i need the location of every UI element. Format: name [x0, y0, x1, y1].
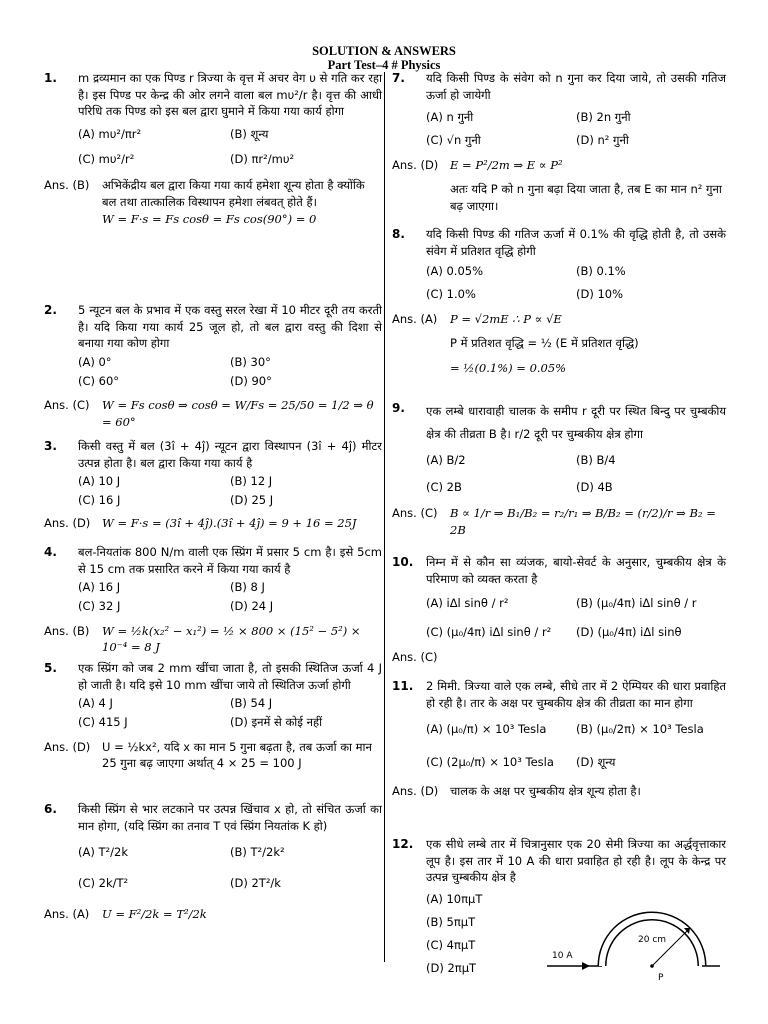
- option-b: (B) 12 J: [230, 474, 273, 489]
- option-a: (A) iΔl sinθ / r²: [426, 596, 509, 611]
- option-c: (C) √n गुनी: [426, 133, 481, 148]
- question-text: किसी स्प्रिंग से भार लटकाने पर उत्पन्न खिंचाव x हो, तो संचित ऊर्जा का मान होगा, (यदि स्प्रिंग का तनाव T एवं स्प्रिंग नियतांक K हो): [78, 802, 382, 833]
- radius-label: 20 cm: [638, 935, 667, 945]
- option-b: (B) 5πμT: [426, 915, 476, 930]
- left-column: [44, 70, 382, 928]
- option-c: (C) 16 J: [78, 493, 121, 508]
- answer-label: Ans. (C): [392, 649, 438, 664]
- question-11: [392, 678, 726, 830]
- question-2: [44, 302, 382, 432]
- answer: [44, 397, 382, 430]
- option-d: (D) 4B: [576, 479, 613, 494]
- page-title: SOLUTION & ANSWERS: [312, 44, 456, 58]
- question-8: [392, 226, 726, 394]
- option-c: (C) 60°: [78, 373, 120, 388]
- option-b: (B) T²/2k²: [230, 845, 285, 860]
- question-5: [44, 660, 382, 795]
- question-6: [44, 801, 382, 922]
- answer-text: चालक के अक्ष पर चुम्बकीय क्षेत्र शून्य होता है।: [450, 783, 641, 798]
- options: [426, 721, 726, 770]
- options: [426, 263, 726, 302]
- question-number: 8.: [392, 227, 405, 241]
- option-a: (A) 0.05%: [426, 264, 484, 279]
- answer-text: अतः यदि P को n गुना बढ़ा दिया जाता है, तब E का मान n² गुना बढ़ जाएगा।: [450, 182, 722, 214]
- answer-label: Ans. (D): [44, 739, 91, 754]
- answer-equation: B ∝ 1/r ⇒ B₁/B₂ = r₂/r₁ ⇒ B/B₂ = (r/2)/r ⇒ B₂ = 2B: [450, 506, 716, 538]
- answer-label: Ans. (D): [44, 515, 91, 530]
- options: [426, 109, 726, 148]
- column-divider: [384, 72, 385, 962]
- question-text: एक सीधे लम्बे तार में चित्रानुसार एक 20 सेमी त्रिज्या का अर्द्धवृत्ताकार लूप है। इस तार में 10 A की धारा प्रवाहित हो रही है। लूप के केन्द्र पर उत्पन्न चुम्बकीय क्षेत्र है: [426, 837, 726, 885]
- question-number: 6.: [44, 802, 57, 816]
- arrow-left-icon: [582, 962, 590, 970]
- option-d: (D) 90°: [230, 373, 272, 388]
- answer-label: Ans. (D): [392, 783, 439, 798]
- options: [78, 579, 382, 614]
- option-b: (B) 8 J: [230, 580, 265, 595]
- question-number: 5.: [44, 661, 57, 675]
- option-b: (B) 54 J: [230, 696, 273, 711]
- answer: [44, 623, 382, 656]
- question-4: [44, 544, 382, 654]
- option-d: (D) शून्य: [576, 755, 616, 770]
- question-number: 4.: [44, 545, 57, 559]
- option-a: (A) (μ₀/π) × 10³ Tesla: [426, 722, 547, 737]
- option-d: (D) (μ₀/4π) iΔl sinθ: [576, 625, 682, 640]
- question-10: [392, 554, 726, 672]
- option-a: (A) 0°: [78, 355, 112, 370]
- option-a: (A) T²/2k: [78, 845, 128, 860]
- answer: [44, 177, 382, 227]
- center-point: [650, 964, 654, 968]
- options: [78, 695, 382, 730]
- answer-equation: W = Fs cosθ ⇒ cosθ = W/Fs = 25/50 = 1/2 ⇒ θ = 60°: [102, 398, 374, 430]
- option-b: (B) B/4: [576, 453, 616, 467]
- option-c: (C) mυ²/r²: [78, 151, 135, 166]
- answer-text: P में प्रतिशत वृद्धि = ½ (E में प्रतिशत वृद्धि): [450, 336, 639, 351]
- option-b: (B) 30°: [230, 355, 271, 370]
- question-text: निम्न में से कौन सा व्यंजक, बायो-सेवर्ट के अनुसार, चुम्बकीय क्षेत्र के परिमाण को व्यक्त करता है: [426, 555, 726, 586]
- option-b: (B) शून्य: [230, 127, 269, 142]
- option-c: (C) 1.0%: [426, 287, 476, 302]
- option-c: (C) 4πμT: [426, 938, 476, 953]
- question-number: 7.: [392, 71, 405, 85]
- answer-text: U = ½kx², यदि x का मान 5 गुना बढ़ता है, तब ऊर्जा का मान 25 गुना बढ़ जाएगा अर्थात् 4 × 25 = 100 J: [102, 739, 372, 771]
- answer: [44, 739, 382, 772]
- option-c: (C) (2μ₀/π) × 10³ Tesla: [426, 755, 554, 770]
- option-a: (A) 10 J: [78, 474, 121, 489]
- option-d: (D) 24 J: [230, 599, 274, 614]
- question-9: [392, 400, 726, 548]
- option-d: (D) πr²/mυ²: [230, 151, 295, 166]
- answer: [44, 515, 382, 532]
- current-label: 10 A: [552, 951, 573, 961]
- answer: [392, 311, 726, 377]
- question-12: [392, 836, 726, 983]
- page-subtitle: Part Test–4 # Physics: [327, 58, 441, 72]
- option-c: (C) 2k/T²: [78, 876, 129, 891]
- point-label: P: [658, 973, 664, 983]
- answer-equation: E = P²/2m ⇒ E ∝ P²: [450, 157, 563, 172]
- option-a: (A) n गुनी: [426, 110, 474, 125]
- option-b: (B) (μ₀/4π) iΔl sinθ / r: [576, 596, 697, 611]
- question-7: [392, 70, 726, 220]
- answer-label: Ans. (A): [392, 311, 438, 326]
- answer-label: Ans. (D): [392, 157, 439, 172]
- option-a: (A) B/2: [426, 453, 466, 467]
- right-column: [392, 70, 726, 982]
- question-text: बल-नियतांक 800 N/m वाली एक स्प्रिंग में प्रसार 5 cm है। इसे 5cm से 15 cm तक प्रसारित करने में किया गया कार्य है: [78, 545, 382, 576]
- answer-equation: P = √2mE ∴ P ∝ √E: [450, 311, 562, 326]
- options: [78, 844, 382, 891]
- option-c: (C) 2B: [426, 479, 462, 494]
- option-d: (D) 2πμT: [426, 961, 477, 976]
- question-text: एक स्प्रिंग को जब 2 mm खींचा जाता है, तो इसकी स्थितिज ऊर्जा 4 J हो जाती है। यदि इसे 10 mm खींचा जाये तो स्थितिज ऊर्जा होगी: [78, 661, 382, 692]
- option-d: (D) 25 J: [230, 493, 274, 508]
- answer-equation: U = F²/2k = T²/2k: [102, 906, 207, 921]
- semicircle-wire-figure: [542, 906, 722, 986]
- option-a: (A) 10πμT: [426, 892, 483, 907]
- answer: [392, 157, 726, 215]
- question-text: 5 न्यूटन बल के प्रभाव में एक वस्तु सरल रेखा में 10 मीटर दूरी तय करती है। यदि किया गया कार्य 25 जूल हो, तो बल द्वारा वस्तु की दिशा से बनाया गया कोण होगा: [78, 303, 382, 351]
- question-number: 9.: [392, 401, 405, 415]
- option-a: (A) 4 J: [78, 696, 113, 711]
- answer-label: Ans. (B): [44, 178, 90, 193]
- option-c: (C) (μ₀/4π) iΔl sinθ / r²: [426, 625, 552, 640]
- answer-result: = ½(0.1%) = 0.05%: [450, 361, 567, 376]
- question-1: [44, 70, 382, 296]
- answer-label: Ans. (C): [392, 506, 438, 521]
- question-text: m द्रव्यमान का एक पिण्ड r त्रिज्या के वृत्त में अचर वेग υ से गति कर रहा है। इस पिण्ड पर केन्द्र की ओर लगने वाला बल mυ²/r है। वृत्त की आधी परिधि तक पिण्ड को इस बल द्वारा घुमाने में किया गया कार्य होगा: [78, 71, 382, 119]
- option-d: (D) n² गुनी: [576, 133, 629, 148]
- question-number: 1.: [44, 71, 57, 85]
- answer: [44, 906, 382, 923]
- option-a: (A) 16 J: [78, 580, 121, 595]
- question-number: 10.: [392, 555, 414, 569]
- page-header: [0, 44, 768, 72]
- answer-equation: W = F·s = Fs cosθ = Fs cos(90°) = 0: [102, 211, 317, 226]
- question-text: एक लम्बे धारावाही चालक के समीप r दूरी पर स्थित बिन्दु पर चुम्बकीय क्षेत्र की तीव्रता B है। r/2 दूरी पर चुम्बकीय क्षेत्र होगा: [426, 404, 726, 441]
- question-number: 12.: [392, 837, 414, 851]
- option-d: (D) 10%: [576, 287, 624, 302]
- option-b: (B) 2n गुनी: [576, 110, 631, 125]
- question-number: 2.: [44, 303, 57, 317]
- options: [78, 354, 382, 389]
- answer-equation: W = ½k(x₂² − x₁²) = ½ × 800 × (15² − 5²) × 10⁻⁴ = 8 J: [102, 623, 361, 655]
- answer: [392, 505, 726, 538]
- option-c: (C) 415 J: [78, 715, 128, 730]
- option-c: (C) 32 J: [78, 599, 121, 614]
- option-d: (D) इनमें से कोई नहीं: [230, 715, 323, 730]
- question-text: किसी वस्तु में बल (3î + 4ĵ) न्यूटन द्वारा विस्थापन (3î + 4ĵ) मीटर उत्पन्न होता है। बल द्वारा किया गया कार्य है: [78, 439, 382, 470]
- option-d: (D) 2T²/k: [230, 876, 281, 891]
- options: [426, 452, 726, 495]
- question-text: यदि किसी पिण्ड की गतिज ऊर्जा में 0.1% की वृद्धि होती है, तो उसके संवेग में प्रतिशत वृद्धि होगी: [426, 227, 726, 258]
- options: [426, 595, 726, 640]
- answer-text: अभिकेंद्रीय बल द्वारा किया गया कार्य हमेशा शून्य होता है क्योंकि बल तथा तात्कालिक विस्थापन हमेशा लंबवत् होते हैं।: [102, 178, 365, 210]
- option-b: (B) 0.1%: [576, 264, 626, 279]
- answer-label: Ans. (A): [44, 906, 90, 921]
- answer-label: Ans. (C): [44, 398, 90, 413]
- answer-label: Ans. (B): [44, 623, 90, 638]
- question-3: [44, 438, 382, 538]
- answer: [392, 783, 726, 800]
- option-a: (A) mυ²/πr²: [78, 127, 142, 142]
- options: [78, 473, 382, 508]
- question-number: 3.: [44, 439, 57, 453]
- options: [78, 126, 382, 167]
- question-text: 2 मिमी. त्रिज्या वाले एक लम्बे, सीधे तार में 2 ऐम्पियर की धारा प्रवाहित हो रही है। तार के अक्ष पर चुम्बकीय क्षेत्र की तीव्रता का मान होगा: [426, 679, 726, 710]
- answer-equation: W = F·s = (3î + 4ĵ).(3î + 4ĵ) = 9 + 16 = 25J: [102, 515, 357, 530]
- question-number: 11.: [392, 679, 414, 693]
- option-b: (B) (μ₀/2π) × 10³ Tesla: [576, 722, 704, 737]
- question-text: यदि किसी पिण्ड के संवेग को n गुना कर दिया जाये, तो उसकी गतिज ऊर्जा हो जायेगी: [426, 71, 726, 102]
